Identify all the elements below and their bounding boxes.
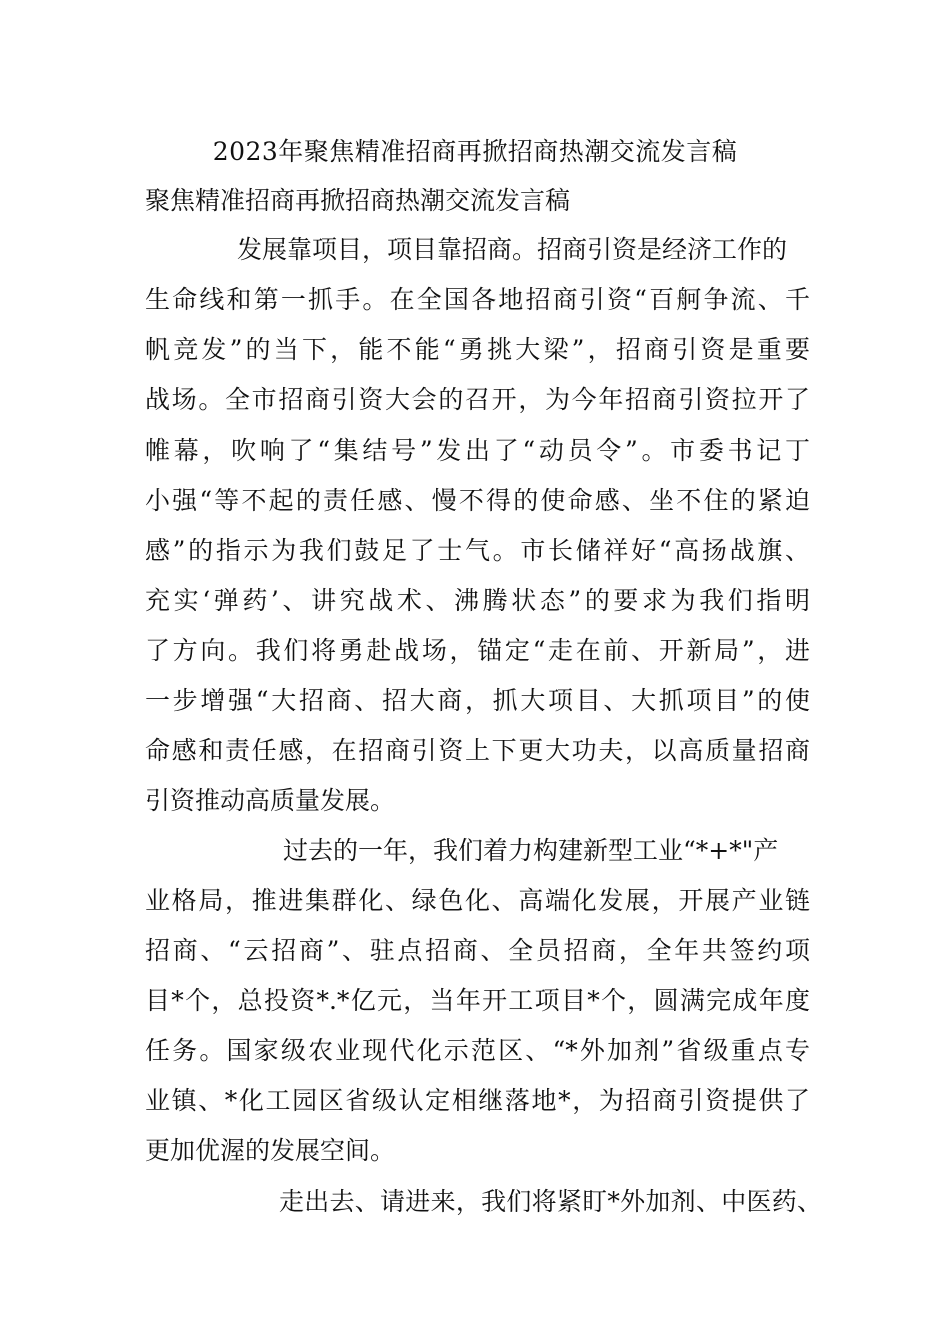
- paragraph-2-line-1: 过去的一年，我们着力构建新型工业“*+*"产: [283, 836, 779, 865]
- paragraph-2-line-7: 更加优渥的发展空间。: [145, 1136, 396, 1165]
- document-title: 2023年聚焦精准招商再掀招商热潮交流发言稿: [212, 137, 738, 166]
- paragraph-1-line-12: 引资推动高质量发展。: [145, 786, 396, 815]
- paragraph-1-line-7: 感”的指示为我们鼓足了士气。市长储祥好“高扬战旗、: [145, 536, 810, 565]
- paragraph-1-line-4: 战场。全市招商引资大会的召开，为今年招商引资拉开了: [145, 385, 810, 414]
- paragraph-2-line-3: 招商、“云招商”、驻点招商、全员招商，全年共签约项: [145, 936, 810, 965]
- paragraph-1-line-10: 一步增强“大招商、招大商，抓大项目、大抓项目”的使: [145, 686, 810, 715]
- document-subtitle: 聚焦精准招商再掀招商热潮交流发言稿: [145, 186, 571, 215]
- paragraph-1-line-11: 命感和责任感，在招商引资上下更大功夫，以高质量招商: [145, 736, 810, 765]
- paragraph-2-line-6: 业镇、*化工园区省级认定相继落地*，为招商引资提供了: [145, 1086, 810, 1115]
- paragraph-1-line-8: 充实‘弹药’、讲究战术、沸腾状态”的要求为我们指明: [145, 586, 810, 615]
- paragraph-2-line-5: 任务。国家级农业现代化示范区、“*外加剂”省级重点专: [145, 1036, 810, 1065]
- paragraph-1-line-1: 发展靠项目，项目靠招商。招商引资是经济工作的: [237, 235, 788, 264]
- paragraph-2-line-4: 目*个，总投资*.*亿元，当年开工项目*个，圆满完成年度: [145, 986, 810, 1015]
- paragraph-1-line-3: 帆竞发”的当下，能不能“勇挑大梁”，招商引资是重要: [145, 335, 810, 364]
- paragraph-3-line-1: 走出去、请进来，我们将紧盯*外加剂、中医药、: [279, 1187, 822, 1216]
- paragraph-1-line-2: 生命线和第一抓手。在全国各地招商引资“百舸争流、千: [145, 285, 810, 314]
- paragraph-1-line-9: 了方向。我们将勇赴战场，锚定“走在前、开新局”，进: [145, 636, 810, 665]
- paragraph-2-line-2: 业格局，推进集群化、绿色化、高端化发展，开展产业链: [145, 886, 810, 915]
- paragraph-1-line-6: 小强“等不起的责任感、慢不得的使命感、坐不住的紧迫: [145, 486, 810, 515]
- paragraph-1-line-5: 帷幕，吹响了“集结号”发出了“动员令”。市委书记丁: [145, 436, 810, 465]
